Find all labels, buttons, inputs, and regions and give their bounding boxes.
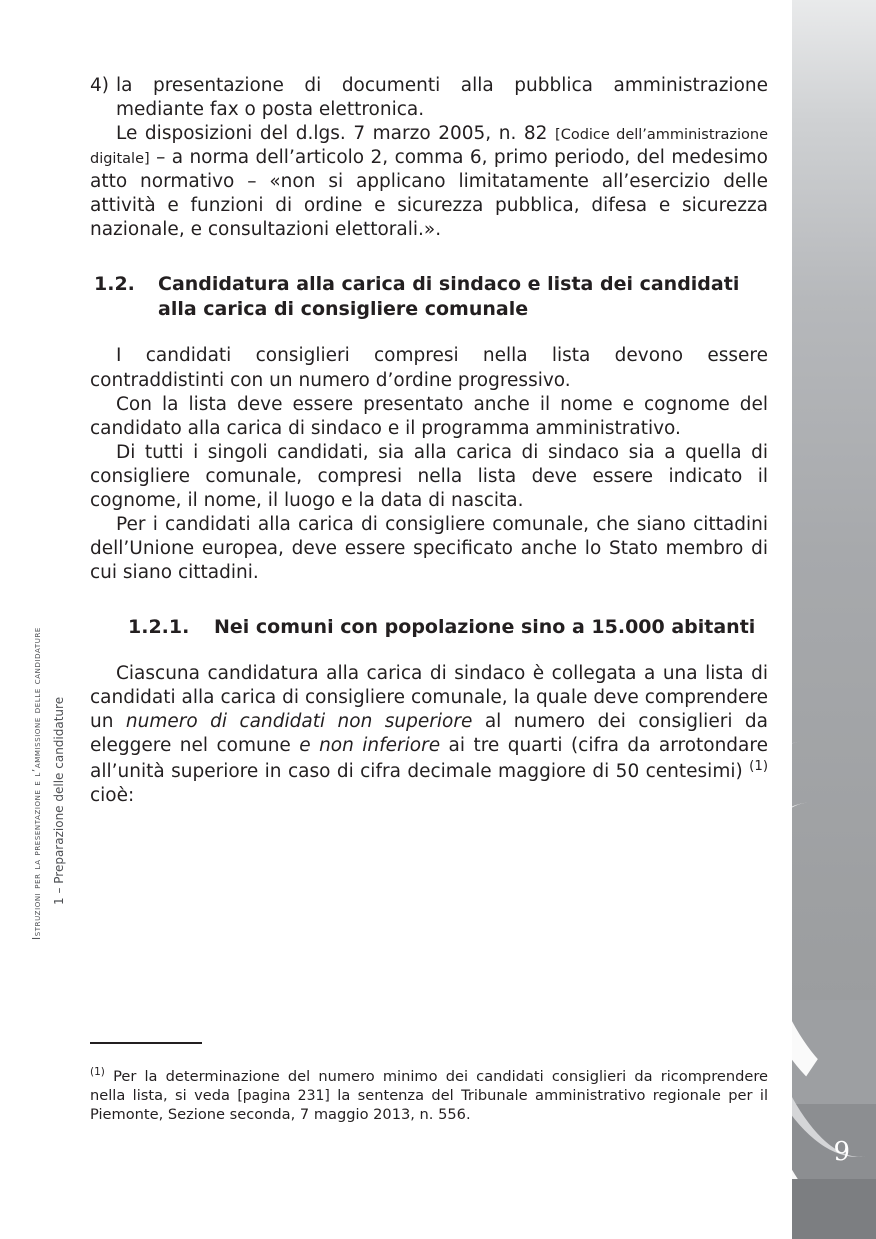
band-dark-footer	[792, 1179, 876, 1239]
page-number: 9	[833, 1137, 850, 1167]
subsection-paragraph-1-tail: cioè:	[90, 785, 135, 807]
page-side-band	[792, 0, 876, 1239]
section-number: 1.2.	[94, 273, 135, 296]
footnote-1-bracket: [pagina 231]	[237, 1087, 330, 1104]
paragraph-dlgs-bracket: [Codice dell’amministrazione digitale]	[90, 127, 769, 168]
text-column	[90, 74, 768, 808]
running-head-sub: 1 – Preparazione delle candidature	[52, 696, 66, 905]
subsection-paragraph-1	[90, 662, 768, 808]
subsection-paragraph-1-mid: al numero dei consiglieri da eleggere nel comune	[90, 711, 768, 757]
footnote-1-text-part2: la sentenza del Tribunale amministrativo regionale per il Piemonte, Sezione seconda, 7 maggio 2013, n. 556.	[90, 1086, 769, 1124]
section-paragraph-3: Di tutti i singoli candidati, sia alla carica di sindaco sia a quella di consigliere comunale, compresi nella lista deve essere indicato il cognome, il nome, il luogo e la data di nascita.	[90, 441, 768, 511]
section-paragraph-4: Per i candidati alla carica di consigliere comunale, che siano cittadini dell’Unione europea, deve essere specificato anche lo Stato membro di cui siano cittadini.	[90, 513, 768, 583]
subsection-number: 1.2.1.	[128, 615, 190, 638]
subsection-title: Nei comuni con popolazione sino a 15.000 abitanti	[214, 615, 756, 638]
section-title: Candidatura alla carica di sindaco e lista dei candidati alla carica di consigliere comunale	[158, 273, 740, 321]
paragraph-dlgs-part1: Le disposizioni del d.lgs. 7 marzo 2005, n. 82	[116, 123, 548, 145]
footnote-1-text-part1: Per la determinazione del numero minimo dei candidati consiglieri da ricomprendere nella lista, si veda	[90, 1067, 768, 1104]
section-paragraph-2: Con la lista deve essere presentato anche il nome e cognome del candidato alla carica di sindaco e il programma amministrativo.	[90, 393, 768, 439]
running-head-main: Istruzioni per la presentazione e l’ammissione delle candidature	[31, 627, 43, 940]
section-body	[90, 344, 768, 584]
subsection-body	[90, 662, 768, 808]
section-paragraph-1: I candidati consiglieri compresi nella lista devono essere contraddistinti con un numero d’ordine progressivo.	[90, 345, 768, 391]
footnote-1-marker: (1)	[90, 1065, 105, 1078]
subsection-paragraph-1-italic-1: numero di candidati non superiore	[125, 711, 473, 733]
paragraph-dlgs	[90, 122, 768, 242]
footnote-1	[90, 1066, 768, 1125]
footnote-separator	[90, 1042, 202, 1044]
list-item-4-text: la presentazione di documenti alla pubblica amministrazione mediante fax o posta elettronica.	[116, 75, 768, 121]
subsection-paragraph-1-end: ai tre quarti (cifra da arrotondare all’unità superiore in caso di cifra decimale maggiore di 50 centesimi)	[90, 735, 768, 783]
footnote-reference-1: (1)	[749, 759, 769, 775]
subsection-paragraph-1-lead: Ciascuna candidatura alla carica di sindaco è collegata a una lista di candidati alla carica di consigliere comunale, la quale deve comprendere un	[90, 663, 768, 733]
paragraph-dlgs-part2: – a norma dell’articolo 2, comma 6, primo periodo, del medesimo atto normativo – «non si applicano limitatamente all’esercizio delle attività e funzioni di ordine e sicurezza pubblica, difesa e sicurezza nazionale, e consultazioni elettorali.».	[90, 147, 768, 241]
list-item-4-marker: 4)	[90, 75, 109, 96]
subsection-paragraph-1-italic-2: e non inferiore	[299, 735, 441, 757]
list-item-4	[90, 74, 768, 122]
subsection-heading-1-2-1	[90, 615, 768, 640]
section-heading-1-2	[90, 272, 768, 322]
footnote-area	[90, 1042, 768, 1125]
